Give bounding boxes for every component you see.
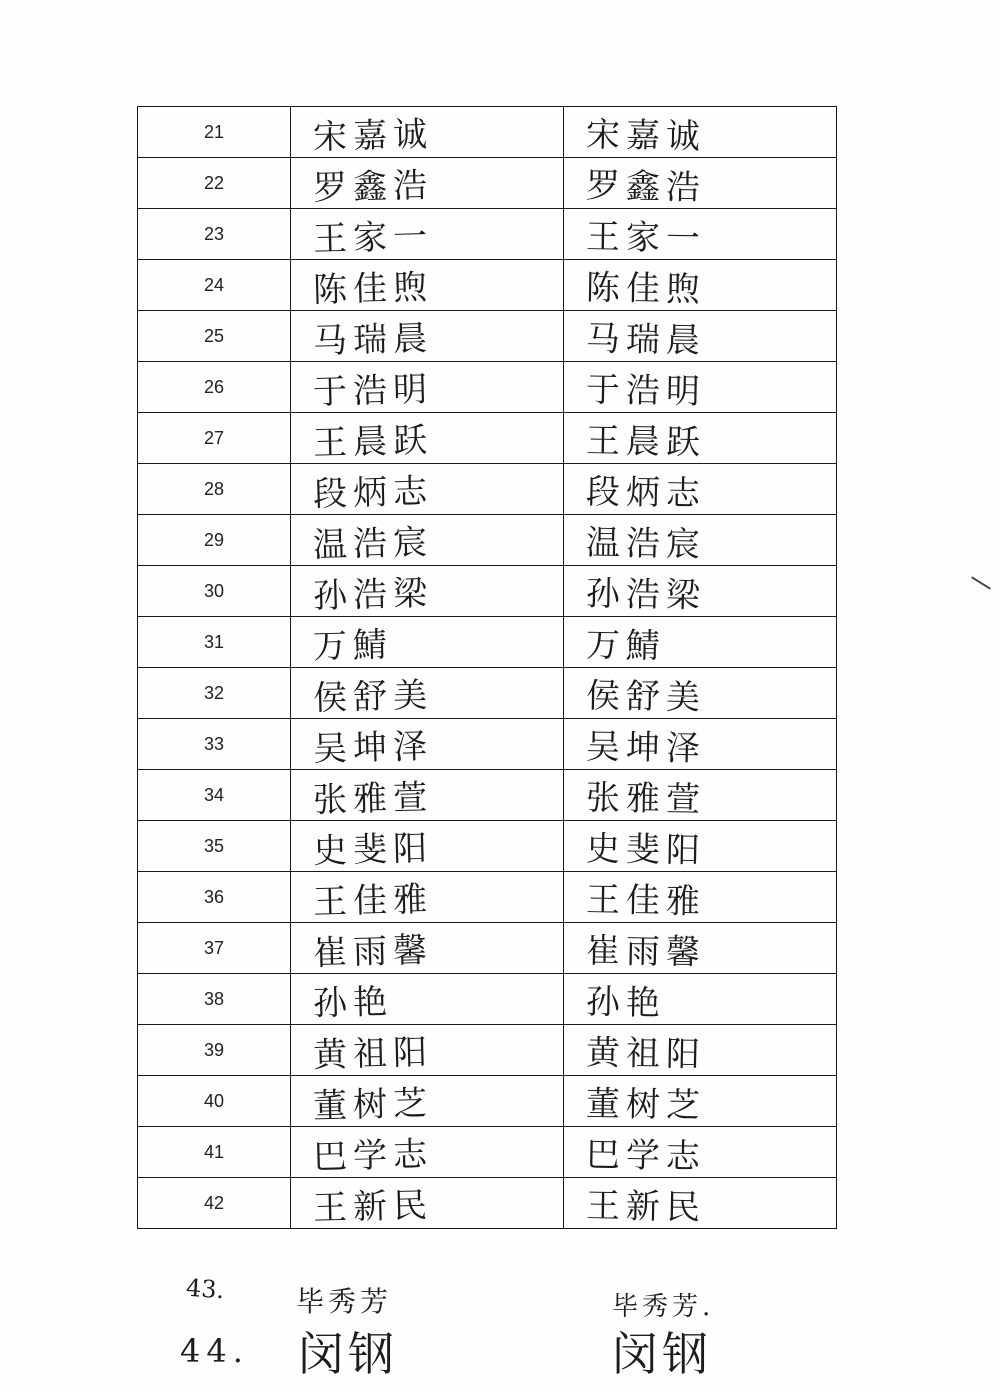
handwritten-name: 侯舒美	[585, 675, 707, 718]
signature-cell-1	[291, 464, 564, 515]
signature-cell-2	[564, 158, 837, 209]
handwritten-name: 于浩明	[585, 369, 707, 412]
table-row	[138, 362, 837, 413]
row-number: 32	[138, 668, 291, 719]
table-row	[138, 1178, 837, 1229]
handwritten-name: 陈佳煦	[585, 267, 707, 310]
row-number: 27	[138, 413, 291, 464]
signature-cell-1	[291, 872, 564, 923]
signature-cell-2	[564, 362, 837, 413]
table-row	[138, 821, 837, 872]
row-number: 39	[138, 1025, 291, 1076]
row-number: 26	[138, 362, 291, 413]
handwritten-name: 王佳雅	[585, 879, 707, 922]
handwritten-name: 崔雨馨	[312, 929, 434, 974]
extra-row-43-signature-1: 毕秀芳	[296, 1285, 393, 1318]
table-row	[138, 1025, 837, 1076]
signature-cell-2	[564, 668, 837, 719]
row-number: 21	[138, 107, 291, 158]
row-number: 38	[138, 974, 291, 1025]
handwritten-name: 陈佳煦	[312, 266, 434, 311]
handwritten-name: 孙艳	[585, 981, 667, 1024]
table-row	[138, 209, 837, 260]
signature-cell-1	[291, 515, 564, 566]
signature-cell-2	[564, 209, 837, 260]
signature-cell-1	[291, 1178, 564, 1229]
handwritten-name: 孙浩梁	[585, 573, 707, 616]
row-number: 30	[138, 566, 291, 617]
signature-cell-2	[564, 566, 837, 617]
handwritten-name: 王晨跃	[312, 419, 434, 464]
signature-cell-2	[564, 1076, 837, 1127]
table-row	[138, 311, 837, 362]
table-row	[138, 974, 837, 1025]
extra-row-44-number: 44.	[180, 1332, 249, 1370]
handwritten-name: 黄祖阳	[585, 1032, 707, 1075]
signature-cell-2	[564, 413, 837, 464]
signature-cell-2	[564, 1025, 837, 1076]
handwritten-name: 侯舒美	[312, 674, 434, 719]
signature-cell-2	[564, 821, 837, 872]
signature-cell-1	[291, 566, 564, 617]
handwritten-name: 王佳雅	[312, 878, 434, 923]
handwritten-name: 宋嘉诚	[312, 113, 434, 158]
row-number: 28	[138, 464, 291, 515]
table-row	[138, 1076, 837, 1127]
row-number: 22	[138, 158, 291, 209]
table-row	[138, 566, 837, 617]
handwritten-name: 王家一	[312, 215, 434, 260]
table-row	[138, 719, 837, 770]
signature-cell-2	[564, 1127, 837, 1178]
row-number: 36	[138, 872, 291, 923]
table-row	[138, 1127, 837, 1178]
table-row	[138, 515, 837, 566]
signature-cell-2	[564, 617, 837, 668]
table-row	[138, 158, 837, 209]
row-number: 33	[138, 719, 291, 770]
table-row	[138, 617, 837, 668]
row-number: 34	[138, 770, 291, 821]
handwritten-name: 温浩宸	[585, 522, 707, 565]
handwritten-name: 马瑞晨	[585, 318, 707, 361]
handwritten-name: 吴坤泽	[585, 726, 707, 769]
handwritten-name: 段炳志	[585, 471, 707, 514]
handwritten-name: 崔雨馨	[585, 930, 707, 973]
table-row	[138, 260, 837, 311]
row-number: 35	[138, 821, 291, 872]
table-row	[138, 464, 837, 515]
handwritten-name: 罗鑫浩	[585, 165, 707, 208]
signature-cell-2	[564, 464, 837, 515]
signature-cell-1	[291, 107, 564, 158]
signature-cell-1	[291, 362, 564, 413]
handwritten-name: 董树芝	[312, 1082, 434, 1127]
handwritten-name: 王晨跃	[585, 420, 707, 463]
row-number: 40	[138, 1076, 291, 1127]
handwritten-name: 王新民	[585, 1185, 707, 1228]
signature-cell-1	[291, 311, 564, 362]
table-row	[138, 770, 837, 821]
margin-scan-mark	[971, 576, 991, 589]
handwritten-name: 罗鑫浩	[312, 164, 434, 209]
signature-cell-1	[291, 719, 564, 770]
handwritten-name: 张雅萱	[312, 776, 434, 821]
signature-cell-1	[291, 1127, 564, 1178]
extra-row-44-signature-1: 闵钢	[298, 1327, 398, 1381]
signature-cell-1	[291, 770, 564, 821]
row-number: 42	[138, 1178, 291, 1229]
extra-row-43-number: 43.	[185, 1273, 226, 1305]
handwritten-name: 巴学志	[312, 1133, 434, 1178]
signature-cell-1	[291, 158, 564, 209]
handwritten-name: 吴坤泽	[312, 725, 434, 770]
table-row	[138, 872, 837, 923]
handwritten-name: 宋嘉诚	[585, 114, 707, 157]
handwritten-name: 黄祖阳	[312, 1031, 434, 1076]
signature-cell-1	[291, 413, 564, 464]
handwritten-name: 温浩宸	[312, 521, 434, 566]
handwritten-name: 巴学志	[585, 1134, 707, 1177]
handwritten-name: 王新民	[312, 1184, 434, 1229]
signature-cell-2	[564, 872, 837, 923]
signature-cell-1	[291, 260, 564, 311]
row-number: 41	[138, 1127, 291, 1178]
row-number: 24	[138, 260, 291, 311]
signature-cell-2	[564, 107, 837, 158]
handwritten-name: 孙艳	[312, 981, 394, 1024]
handwritten-name: 段炳志	[312, 470, 434, 515]
handwritten-name: 万鯖	[585, 624, 667, 667]
signature-cell-1	[291, 974, 564, 1025]
row-number: 29	[138, 515, 291, 566]
extra-row-43-signature-2: 毕秀芳.	[612, 1292, 715, 1322]
handwritten-name: 马瑞晨	[312, 317, 434, 362]
row-number: 23	[138, 209, 291, 260]
signature-cell-2	[564, 974, 837, 1025]
table-row	[138, 668, 837, 719]
signature-cell-2	[564, 1178, 837, 1229]
signature-table	[137, 106, 837, 1229]
signature-cell-2	[564, 311, 837, 362]
signature-cell-1	[291, 821, 564, 872]
signature-cell-1	[291, 923, 564, 974]
handwritten-name: 董树芝	[585, 1083, 707, 1126]
table-row	[138, 413, 837, 464]
handwritten-name: 孙浩梁	[312, 572, 434, 617]
handwritten-name: 于浩明	[312, 368, 434, 413]
signature-cell-2	[564, 770, 837, 821]
signature-cell-2	[564, 260, 837, 311]
signature-cell-2	[564, 719, 837, 770]
signature-cell-1	[291, 1025, 564, 1076]
row-number: 37	[138, 923, 291, 974]
handwritten-name: 张雅萱	[585, 777, 707, 820]
row-number: 25	[138, 311, 291, 362]
handwritten-name: 史斐阳	[312, 827, 434, 872]
signature-cell-1	[291, 668, 564, 719]
table-row	[138, 107, 837, 158]
row-number: 31	[138, 617, 291, 668]
signature-cell-1	[291, 209, 564, 260]
handwritten-name: 史斐阳	[585, 828, 707, 871]
signature-cell-2	[564, 923, 837, 974]
signature-cell-1	[291, 617, 564, 668]
table-row	[138, 923, 837, 974]
handwritten-name: 王家一	[585, 216, 707, 259]
extra-row-44-signature-2: 闵钢	[612, 1327, 712, 1381]
handwritten-name: 万鯖	[312, 624, 394, 667]
signature-cell-1	[291, 1076, 564, 1127]
signature-cell-2	[564, 515, 837, 566]
